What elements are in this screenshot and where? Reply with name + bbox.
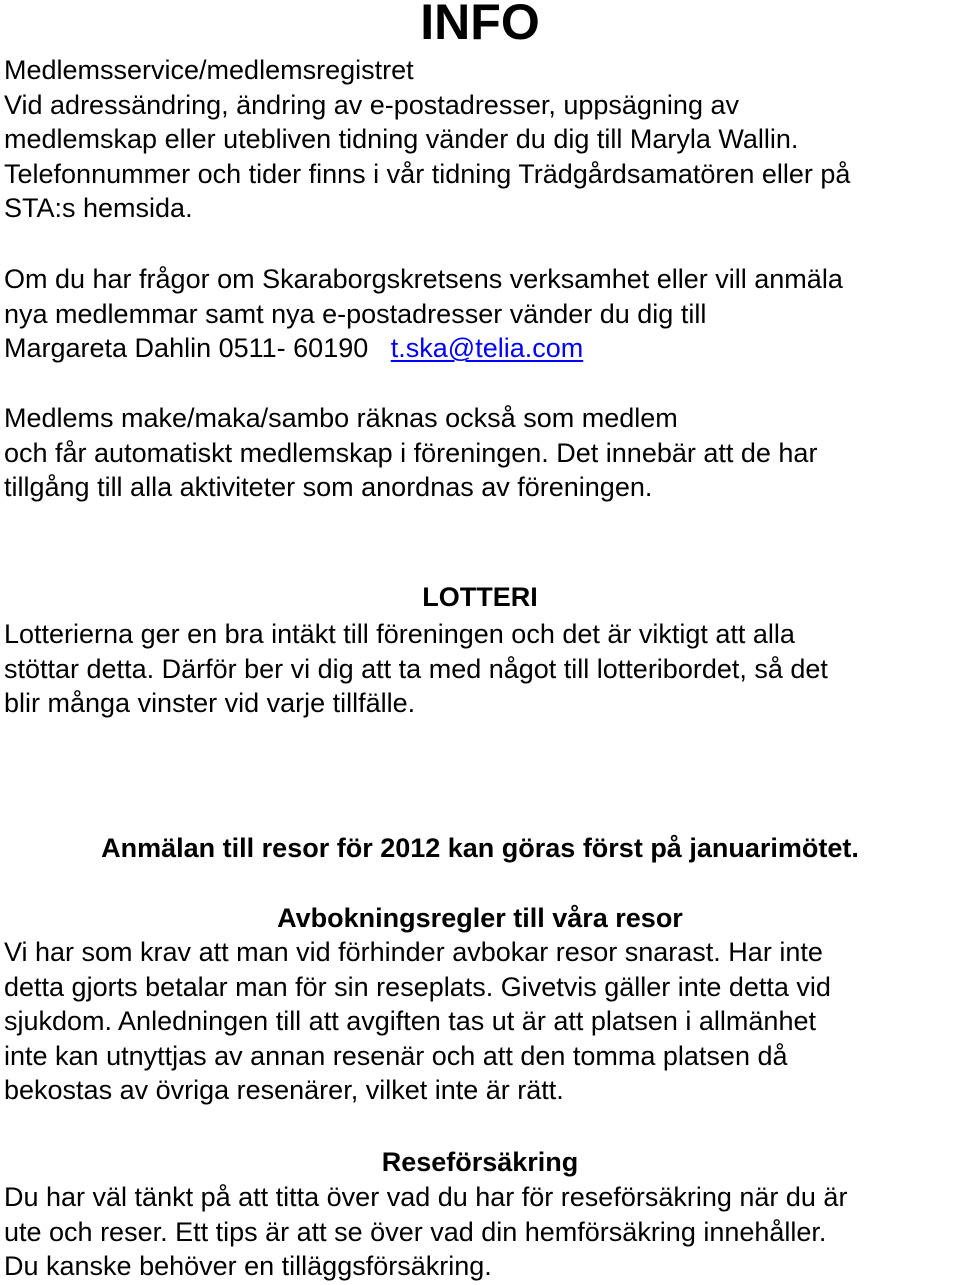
contact-line: Om du har frågor om Skaraborgskretsens verksamhet eller vill anmäla <box>4 264 843 294</box>
lottery-line: blir många vinster vid varje tillfälle. <box>4 688 416 719</box>
partner-membership-section <box>4 401 958 505</box>
registration-heading: Anmälan till resor för 2012 kan göras först på januarimötet. <box>101 833 859 863</box>
cancellation-heading: Avbokningsregler till våra resor <box>277 903 683 933</box>
membership-line: Vid adressändring, ändring av e-postadresser, uppsägning av <box>4 89 739 120</box>
insurance-section <box>4 1180 958 1284</box>
partner-line: tillgång till alla aktiviteter som anordnas av föreningen. <box>4 472 653 503</box>
lottery-section <box>4 617 958 721</box>
insurance-heading: Reseförsäkring <box>381 1147 579 1177</box>
membership-line: STA:s hemsida. <box>4 193 193 224</box>
cancellation-section <box>4 935 958 1108</box>
partner-line: och får automatiskt medlemskap i föreningen. Det innebär att de har <box>4 437 818 468</box>
partner-line: Medlems make/maka/sambo räknas också som medlem <box>4 403 678 433</box>
contact-line: nya medlemmar samt nya e-postadresser vänder du dig till <box>4 298 707 329</box>
cancellation-line: bekostas av övriga resenärer, vilket inte är rätt. <box>4 1075 564 1106</box>
lottery-line: Lotterierna ger en bra intäkt till föreningen och det är viktigt att alla <box>4 619 795 649</box>
contact-name-line <box>4 331 958 366</box>
insurance-line: ute och reser. Ett tips är att se över vad din hemförsäkring innehåller. <box>4 1216 827 1247</box>
cancellation-line: detta gjorts betalar man för sin reseplats. Givetvis gäller inte detta vid <box>4 971 831 1002</box>
membership-line: Medlemsservice/medlemsregistret <box>4 55 414 85</box>
membership-service-section <box>4 53 958 226</box>
insurance-line: Du kanske behöver en tilläggsförsäkring. <box>4 1251 492 1282</box>
page-title: INFO <box>420 0 540 50</box>
contact-email-link[interactable]: t.ska@telia.com <box>390 333 584 364</box>
lottery-heading: LOTTERI <box>422 582 538 612</box>
cancellation-line: Vi har som krav att man vid förhinder avbokar resor snarast. Har inte <box>4 937 823 967</box>
membership-line: medlemskap eller utebliven tidning vänder du dig till Maryla Wallin. <box>4 124 799 155</box>
lottery-line: stöttar detta. Därför ber vi dig att ta med något till lotteribordet, så det <box>4 653 828 684</box>
contact-name-phone: Margareta Dahlin 0511- 60190 <box>4 333 369 364</box>
membership-line: Telefonnummer och tider finns i vår tidning Trädgårdsamatören eller på <box>4 158 851 189</box>
cancellation-line: inte kan utnyttjas av annan resenär och att den tomma platsen då <box>4 1040 788 1071</box>
cancellation-line: sjukdom. Anledningen till att avgiften tas ut är att platsen i allmänhet <box>4 1006 816 1037</box>
contact-section <box>4 262 958 366</box>
insurance-line: Du har väl tänkt på att titta över vad du har för reseförsäkring när du är <box>4 1182 848 1212</box>
